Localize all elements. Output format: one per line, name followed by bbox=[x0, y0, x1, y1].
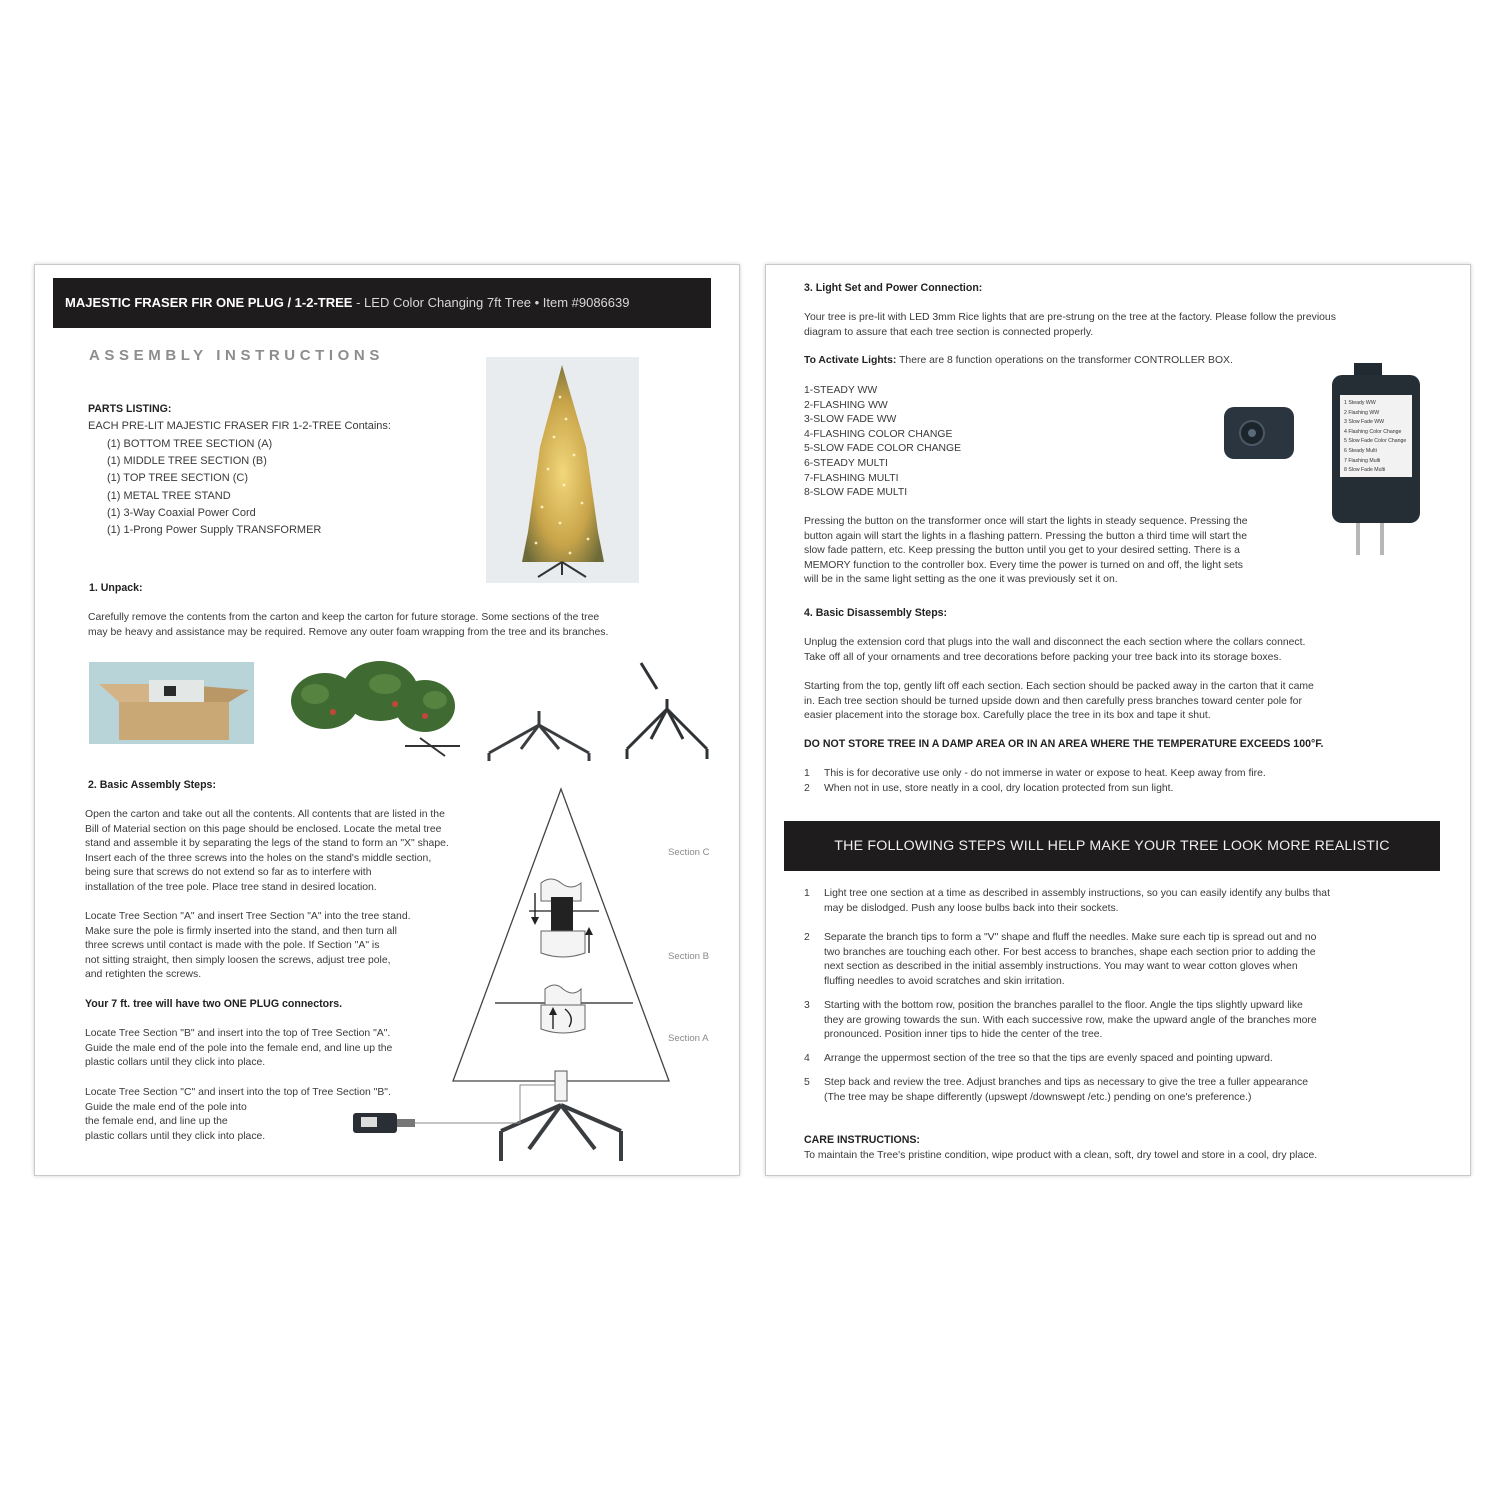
text-line: being sure that screws do not extend so far as to interfere with bbox=[85, 867, 372, 879]
parts-heading: PARTS LISTING: bbox=[88, 403, 172, 415]
tree-photo bbox=[486, 357, 639, 583]
text-line: (The tree may be shape differently (upswept /downswept /etc.) pending on one's preference.) bbox=[824, 1091, 1252, 1103]
function-list bbox=[804, 384, 961, 501]
care-text: To maintain the Tree's pristine condition, wipe product with a clean, soft, dry towel and store in a cool, dry place. bbox=[804, 1150, 1318, 1161]
text-line: Starting from the top, gently lift off each section. Each section should be packed away in the carton that it came bbox=[804, 681, 1314, 692]
disassembly-heading: 4. Basic Disassembly Steps: bbox=[804, 607, 948, 619]
disassembly-para-1 bbox=[804, 636, 1305, 665]
text-line: Locate Tree Section "A" and insert Tree Section "A" into the tree stand. bbox=[85, 911, 411, 922]
text-line: easier placement into the storage box. Carefully place the tree in its box and tape it shut. bbox=[804, 710, 1211, 722]
parts-item: (1) METAL TREE STAND bbox=[107, 489, 231, 502]
title-details: - LED Color Changing 7ft Tree • Item #9086639 bbox=[352, 295, 630, 310]
text-line: Make sure the pole is firmly inserted into the stand, and then turn all bbox=[85, 925, 397, 937]
note-number: 2 bbox=[804, 783, 810, 794]
controller-label-line: 3 Slow Fade WW bbox=[1344, 419, 1385, 426]
step-number: 2 bbox=[804, 932, 810, 943]
text-line: fluffing needles to avoid scratches and skin irritation. bbox=[824, 975, 1065, 987]
controller-label-line: 8 Slow Fade Multi bbox=[1344, 467, 1386, 474]
basic-assembly-heading: 2. Basic Assembly Steps: bbox=[88, 779, 216, 791]
activate-label: To Activate Lights: bbox=[804, 355, 897, 366]
branches-photo bbox=[285, 656, 465, 770]
text-line: plastic collars until they click into place. bbox=[85, 1057, 266, 1069]
text-line: and retighten the screws. bbox=[85, 969, 202, 981]
function-item: 7-FLASHING MULTI bbox=[804, 472, 899, 484]
note-text: This is for decorative use only - do not immerse in water or expose to heat. Keep away from fire. bbox=[824, 768, 1266, 779]
step-number: 4 bbox=[804, 1053, 810, 1064]
text-line: Your tree is pre-lit with LED 3mm Rice lights that are pre-strung on the tree at the factory. Please follow the previous bbox=[804, 312, 1336, 323]
text-line: Locate Tree Section "C" and insert into the top of Tree Section "B". bbox=[85, 1087, 391, 1098]
section-b-connector bbox=[541, 985, 585, 1033]
parts-list bbox=[107, 436, 321, 539]
function-item: 4-FLASHING COLOR CHANGE bbox=[804, 428, 953, 440]
controller-box-photo bbox=[1328, 363, 1424, 559]
care-heading: CARE INSTRUCTIONS: bbox=[804, 1134, 920, 1146]
tree-stand-drawing bbox=[501, 1105, 621, 1161]
connector-plug-photo bbox=[1222, 405, 1296, 461]
controller-label-line: 4 Flashing Color Change bbox=[1344, 428, 1402, 435]
function-item: 8-SLOW FADE MULTI bbox=[804, 487, 908, 499]
transformer-drawing bbox=[353, 1113, 415, 1133]
step-number: 5 bbox=[804, 1077, 810, 1088]
controller-label-line: 6 Steady Multi bbox=[1344, 447, 1377, 454]
text-line: Unplug the extension cord that plugs into the wall and disconnect the each section where the collars connect. bbox=[804, 637, 1306, 648]
text-line: will be in the same light setting as the one it was previously set it on. bbox=[804, 574, 1118, 586]
parts-item: (1) 3-Way Coaxial Power Cord bbox=[107, 506, 256, 519]
unpack-text bbox=[88, 611, 608, 640]
step-number: 3 bbox=[804, 1000, 810, 1011]
function-item: 5-SLOW FADE COLOR CHANGE bbox=[804, 443, 962, 455]
title-bar bbox=[53, 278, 711, 328]
text-line: installation of the tree pole. Place tree stand in desired location. bbox=[85, 881, 377, 893]
text-line: diagram to assure that each tree section is connected properly. bbox=[804, 326, 1094, 338]
stand-photo-2 bbox=[621, 659, 713, 763]
assembly-heading: ASSEMBLY INSTRUCTIONS bbox=[89, 347, 384, 364]
controller-label-line: 5 Slow Fade Color Change bbox=[1344, 438, 1407, 445]
text-line: Starting with the bottom row, position the branches parallel to the floor. Angle the tips slightly upward like bbox=[824, 1000, 1303, 1011]
text-line: Locate Tree Section "B" and insert into the top of Tree Section "A". bbox=[85, 1028, 391, 1039]
text-line: they are growing towards the sun. With each successive row, make the upward angle of the branches more bbox=[824, 1014, 1317, 1026]
stand-photo-1 bbox=[483, 703, 595, 765]
parts-item: (1) TOP TREE SECTION (C) bbox=[107, 472, 248, 485]
controller-label-line: 2 Flashing WW bbox=[1344, 409, 1380, 416]
text-line: pronounced. Position inner tips to hide the center of the tree. bbox=[824, 1029, 1103, 1041]
text-line: slow fade pattern, etc. Keep pressing the button until you get to your desired setting. There is a bbox=[804, 545, 1240, 557]
parts-item: (1) BOTTOM TREE SECTION (A) bbox=[107, 438, 273, 450]
function-item: 1-STEADY WW bbox=[804, 385, 878, 396]
text-line: Arrange the uppermost section of the tree so that the tips are evenly spaced and pointing upward. bbox=[824, 1053, 1273, 1064]
unpack-line: Carefully remove the contents from the carton and keep the carton for future storage. Some sections of the tree bbox=[88, 612, 600, 623]
controller-label-line: 1 Steady WW bbox=[1344, 400, 1376, 406]
connectors-note: Your 7 ft. tree will have two ONE PLUG connectors. bbox=[85, 998, 343, 1010]
controller-label-line: 7 Flashing Multi bbox=[1344, 457, 1381, 464]
section-c-connector bbox=[531, 879, 593, 957]
text-line: button again will start the lights in a flashing pattern. Pressing the button a third time will start the bbox=[804, 530, 1247, 542]
realistic-tips-bar: THE FOLLOWING STEPS WILL HELP MAKE YOUR TREE LOOK MORE REALISTIC bbox=[784, 821, 1440, 871]
unpack-heading: 1. Unpack: bbox=[89, 582, 143, 594]
text-line: the female end, and line up the bbox=[85, 1116, 228, 1128]
text-line: Separate the branch tips to form a "V" shape and fluff the needles. Make sure each tip is spread out and no bbox=[824, 932, 1317, 943]
text-line: next section as described in the initial assembly instructions. You may want to wear cotton gloves when bbox=[824, 961, 1298, 973]
light-set-heading: 3. Light Set and Power Connection: bbox=[804, 282, 983, 294]
text-line: two branches are touching each other. For best access to branches, shape each section prior to adding the bbox=[824, 946, 1316, 958]
section-b-label: Section B bbox=[668, 951, 710, 962]
unpack-line: may be heavy and assistance may be required. Remove any outer foam wrapping from the tree and its branches. bbox=[88, 626, 609, 638]
text-line: three screws until contact is made with the pole. If Section "A" is bbox=[85, 940, 380, 952]
activate-text: There are 8 function operations on the transformer CONTROLLER BOX. bbox=[896, 355, 1233, 366]
text-line: Open the carton and take out all the contents. All contents that are listed in the bbox=[85, 809, 445, 820]
note-text: When not in use, store neatly in a cool, dry location protected from sun light. bbox=[824, 783, 1174, 794]
text-line: stand and assemble it by separating the legs of the stand to form an "X" shape. bbox=[85, 838, 449, 850]
title-product: MAJESTIC FRASER FIR ONE PLUG / 1-2-TREE bbox=[65, 295, 353, 310]
function-item: 6-STEADY MULTI bbox=[804, 457, 888, 469]
assembly-diagram bbox=[315, 785, 735, 1165]
text-line: not sitting straight, then simply loosen the screws, adjust tree pole, bbox=[85, 954, 391, 966]
storage-warning: DO NOT STORE TREE IN A DAMP AREA OR IN AN AREA WHERE THE TEMPERATURE EXCEEDS 100°F. bbox=[804, 738, 1324, 750]
text-line: Light tree one section at a time as described in assembly instructions, so you can easily identify any bulbs that bbox=[824, 888, 1330, 899]
pressing-text bbox=[804, 515, 1248, 588]
text-line: in. Each tree section should be turned upside down and then carefully press branches toward center pole for bbox=[804, 695, 1302, 707]
instruction-page-right bbox=[765, 264, 1471, 1176]
carton-photo bbox=[89, 662, 254, 744]
controller-label bbox=[1344, 399, 1410, 476]
text-line: may be dislodged. Push any loose bulbs back into their sockets. bbox=[824, 902, 1119, 914]
note-number: 1 bbox=[804, 768, 810, 779]
text-line: Insert each of the three screws into the holes on the stand's middle section, bbox=[85, 852, 432, 864]
parts-item: (1) 1-Prong Power Supply TRANSFORMER bbox=[107, 524, 322, 537]
text-line: Bill of Material section on this page should be enclosed. Locate the metal tree bbox=[85, 823, 442, 835]
disassembly-para-2 bbox=[804, 680, 1314, 724]
text-line: Step back and review the tree. Adjust branches and tips as necessary to give the tree a fuller appearance bbox=[824, 1077, 1309, 1088]
light-set-text bbox=[804, 311, 1336, 340]
text-line: Pressing the button on the transformer once will start the lights in steady sequence. Pressing the bbox=[804, 516, 1248, 527]
function-item: 3-SLOW FADE WW bbox=[804, 414, 897, 426]
instruction-page-left bbox=[34, 264, 740, 1176]
function-item: 2-FLASHING WW bbox=[804, 399, 888, 411]
section-c-label: Section C bbox=[668, 847, 710, 858]
parts-intro: EACH PRE-LIT MAJESTIC FRASER FIR 1-2-TREE Contains: bbox=[88, 420, 391, 432]
text-line: Take off all of your ornaments and tree decorations before packing your tree back into its storage boxes. bbox=[804, 651, 1282, 663]
parts-item: (1) MIDDLE TREE SECTION (B) bbox=[107, 455, 267, 468]
text-line: plastic collars until they click into place. bbox=[85, 1130, 266, 1142]
text-line: Guide the male end of the pole into bbox=[85, 1101, 247, 1113]
section-a-label: Section A bbox=[668, 1033, 709, 1044]
activate-lights bbox=[804, 354, 1233, 369]
step-number: 1 bbox=[804, 888, 810, 899]
text-line: Guide the male end of the pole into the female end, and line up the bbox=[85, 1042, 393, 1054]
text-line: MEMORY function to the controller box. Every time the power is turned on and off, the light sets bbox=[804, 559, 1243, 571]
